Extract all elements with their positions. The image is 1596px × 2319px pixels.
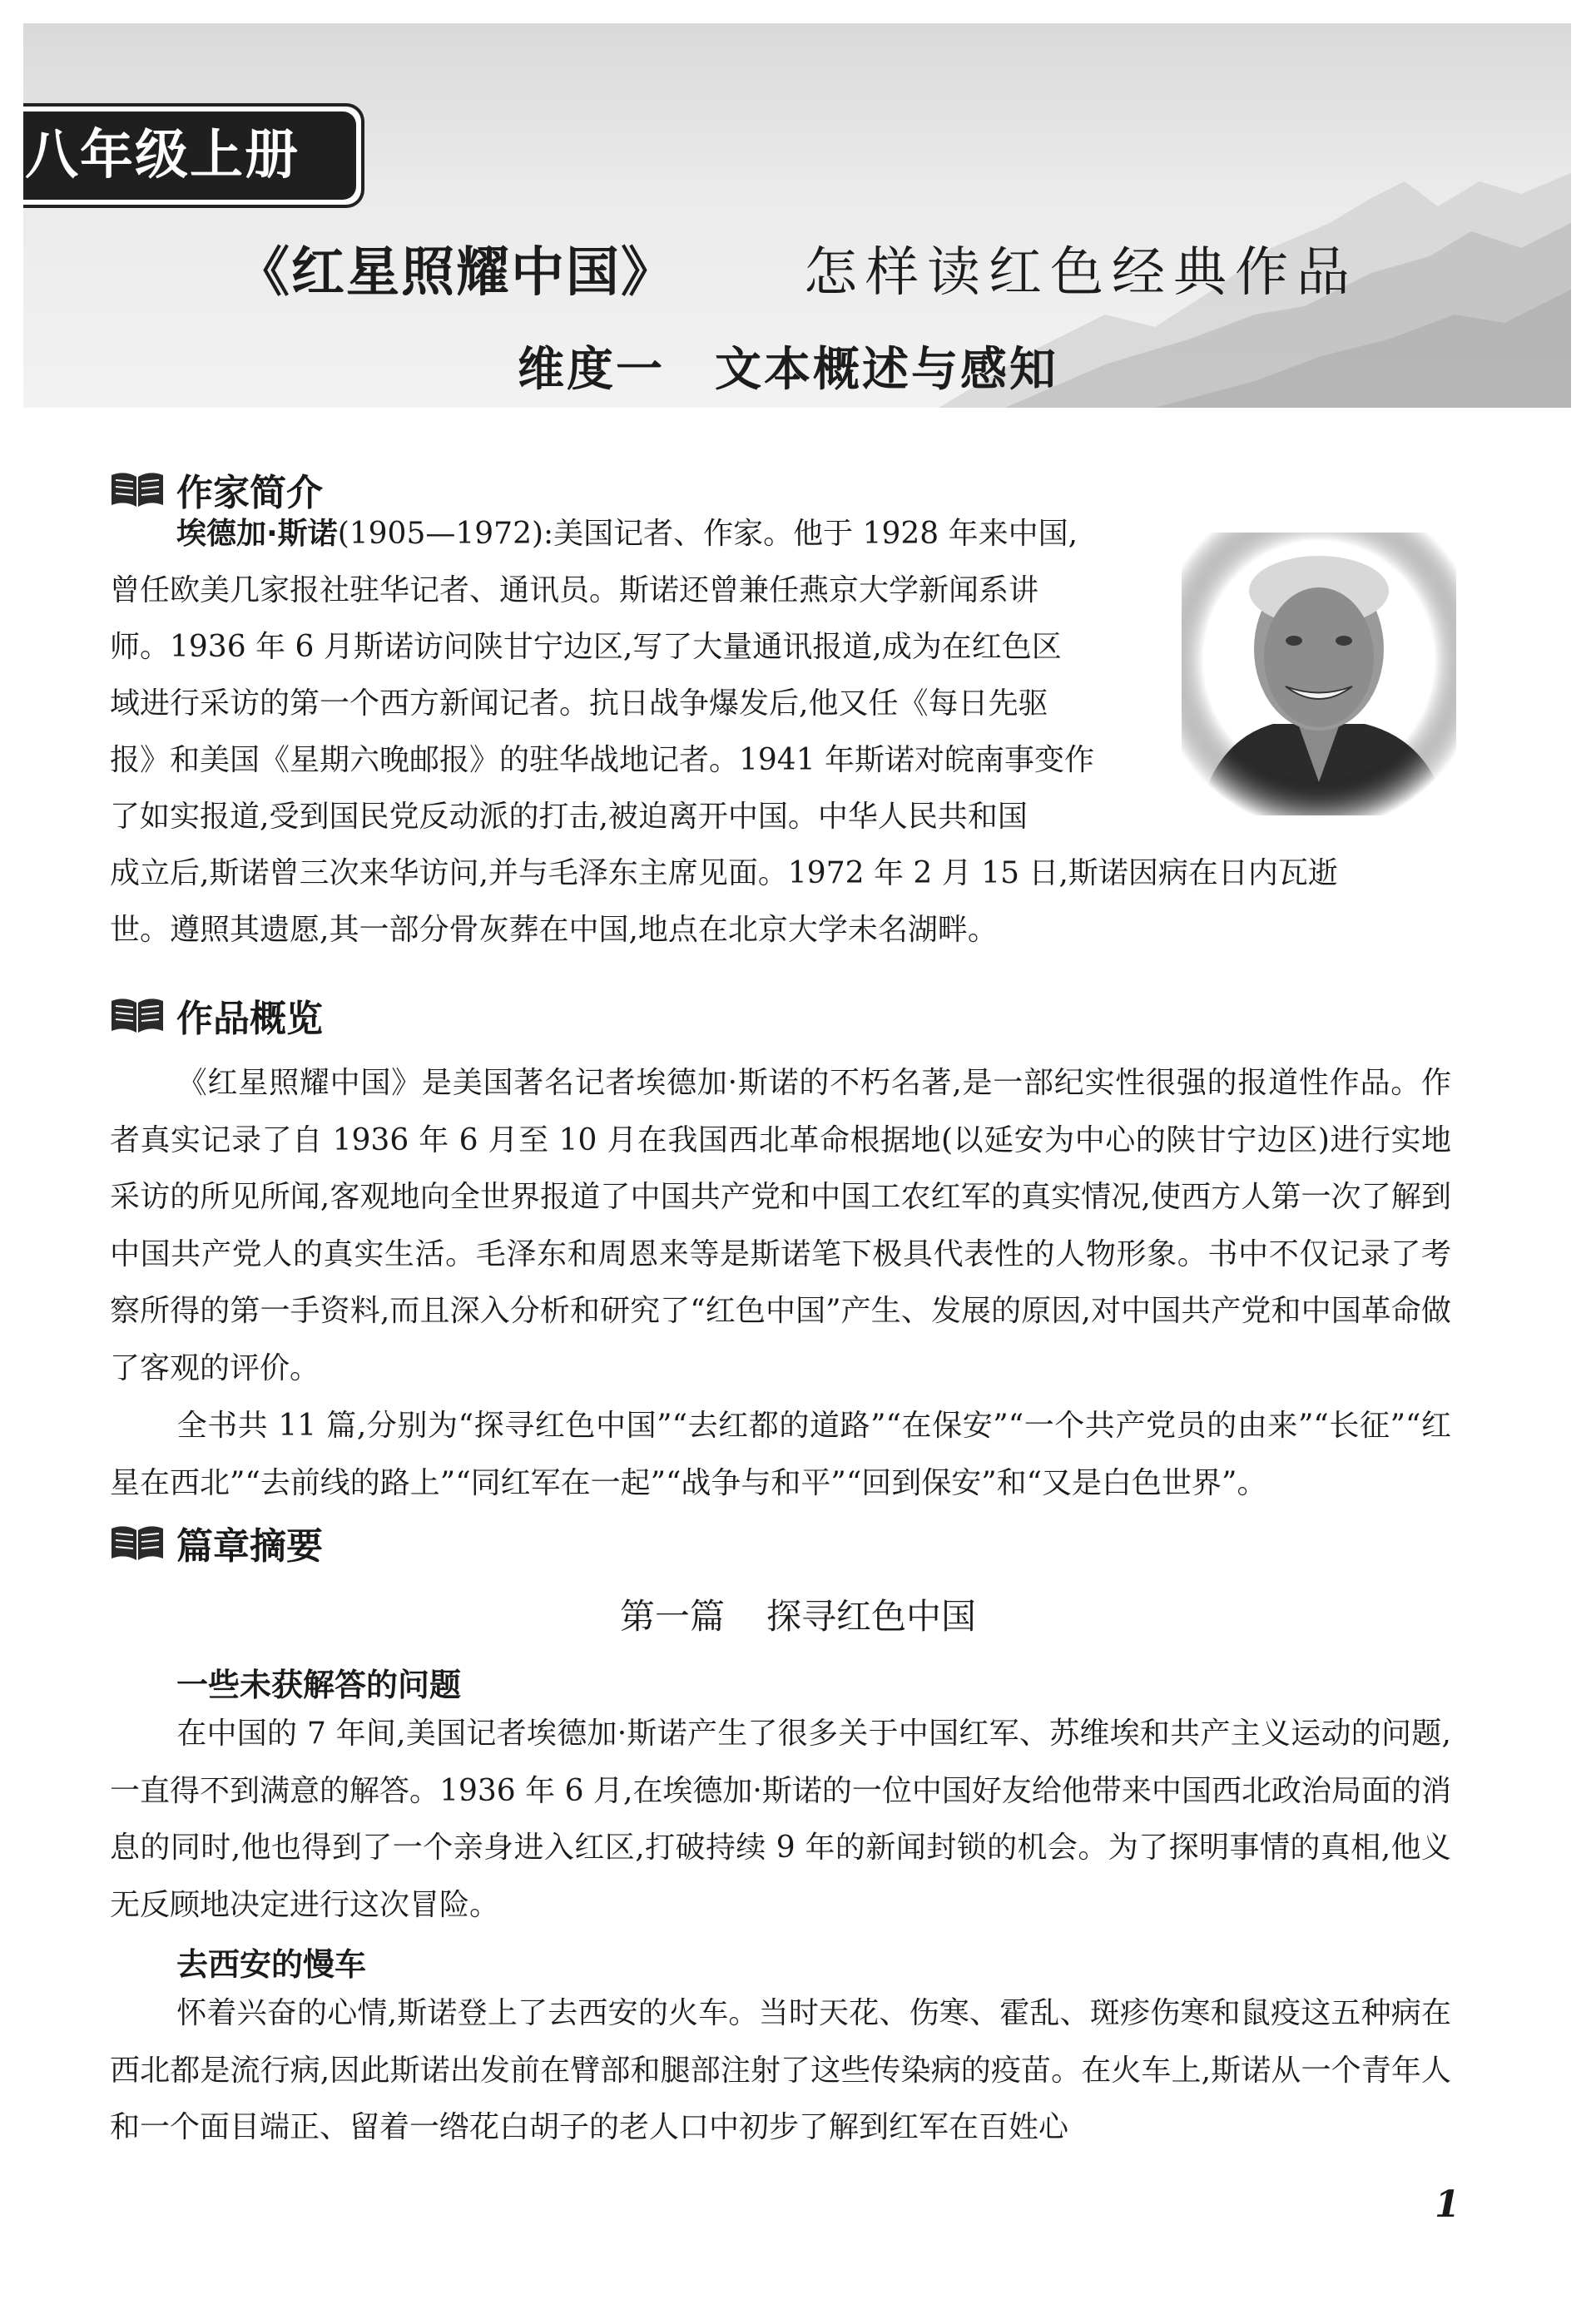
section-heading-label: 作家简介	[176, 472, 323, 514]
open-book-icon	[108, 468, 166, 510]
author-bio-line-2: 曾任欧美几家报社驻华记者、通讯员。斯诺还曾兼任燕京大学新闻系讲	[110, 573, 1039, 607]
subsection-paragraph-2: 怀着兴奋的心情,斯诺登上了去西安的火车。当时天花、伤寒、霍乱、斑疹伤寒和鼠疫这五种病在西北都是流行病,因此斯诺出发前在臂部和腿部注射了这些传染病的疫苗。在火车上,斯诺从一个青年人和一个面目端正、留着一绺花白胡子的老人口中初步了解到红军在百姓心	[110, 1996, 1451, 2144]
book-subtitle: 怎样读红色经典作品	[804, 242, 1358, 304]
open-book-icon	[108, 994, 166, 1036]
author-bio-line-1: 埃德加·斯诺(1905—1972):美国记者、作家。他于 1928 年来中国,	[176, 517, 1078, 551]
author-portrait	[1182, 533, 1456, 815]
author-name: 埃德加·斯诺	[176, 517, 338, 551]
chapter-name: 探寻红色中国	[766, 1596, 977, 1637]
author-bio-line-7: 成立后,斯诺曾三次来华访问,并与毛泽东主席见面。1972 年 2 月 15 日,斯诺因病在日内瓦逝	[110, 856, 1338, 890]
dimension-name: 文本概述与感知	[715, 343, 1058, 397]
dimension-heading	[518, 333, 1058, 399]
header-banner	[23, 23, 1571, 408]
chapter-number: 第一篇	[619, 1596, 725, 1637]
overview-paragraph-1: 《红星照耀中国》是美国著名记者埃德加·斯诺的不朽名著,是一部纪实性很强的报道性作品。作者真实记录了自 1936 年 6 月至 10 月在我国西北革命根据地(以延安为中心的陕甘宁边区)进行实地采访的所见所闻,客观地向全世界报道了中国共产党和中国工农红军的真实情况,使西方人第一次了解到中国共产党人的真实生活。毛泽东和周恩来等是斯诺笔下极具代表性的人物形象。书中不仅记录了考察所得的第一手资料,而且深入分析和研究了“红色中国”产生、发展的原因,对中国共产党和中国革命做了客观的评价。	[110, 1066, 1451, 1385]
section-heading-label: 作品概览	[176, 998, 323, 1040]
author-bio-line-6: 了如实报道,受到国民党反动派的打击,被迫离开中国。中华人民共和国	[110, 800, 1028, 834]
section-heading-label: 篇章摘要	[176, 1525, 323, 1568]
subsection-paragraph-1: 在中国的 7 年间,美国记者埃德加·斯诺产生了很多关于中国红军、苏维埃和共产主义运动的问题,一直得不到满意的解答。1936 年 6 月,在埃德加·斯诺的一位中国好友给他带来中国西北政治局面的消息的同时,他也得到了一个亲身进入红区,打破持续 9 年的新闻封锁的机会。为了探明事情的真相,他义无反顾地决定进行这次冒险。	[110, 1717, 1451, 1922]
section-heading-summary	[108, 1519, 323, 1566]
chapter-title	[0, 1589, 1596, 1639]
author-bio-line-4: 域进行采访的第一个西方新闻记者。抗日战争爆发后,他又任《每日先驱	[110, 686, 1048, 721]
section-heading-overview	[108, 992, 323, 1038]
open-book-icon	[108, 1522, 166, 1563]
grade-tag	[23, 103, 364, 208]
book-title: 《红星照耀中国》	[236, 242, 676, 304]
author-bio-line-5: 报》和美国《星期六晚邮报》的驻华战地记者。1941 年斯诺对皖南事变作	[110, 743, 1095, 777]
dimension-number: 维度一	[518, 343, 665, 397]
grade-label: 八年级上册	[23, 111, 356, 200]
author-bio-line-3: 师。1936 年 6 月斯诺访问陕甘宁边区,写了大量通讯报道,成为在红色区	[110, 630, 1062, 664]
overview-paragraph-2: 全书共 11 篇,分别为“探寻红色中国”“去红都的道路”“在保安”“一个共产党员的由来”“长征”“红星在西北”“去前线的路上”“同红军在一起”“战争与和平”“回到保安”和“又是白色世界”。	[110, 1409, 1451, 1500]
subsection-title-1: 一些未获解答的问题	[176, 1667, 462, 1703]
page-number: 1	[1435, 2183, 1460, 2226]
subsection-title-2: 去西安的慢车	[176, 1946, 367, 1983]
author-bio-line-8: 世。遵照其遗愿,其一部分骨灰葬在中国,地点在北京大学未名湖畔。	[110, 913, 998, 947]
